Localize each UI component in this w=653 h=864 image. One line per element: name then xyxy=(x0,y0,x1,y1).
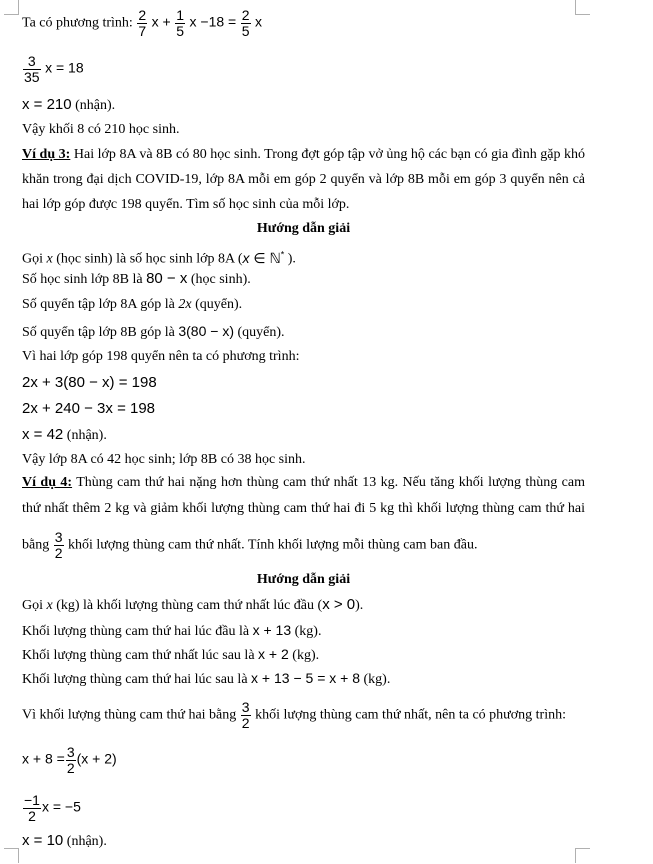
solution-heading: Hướng dẫn giải xyxy=(256,572,351,587)
text: Ta có phương trình: xyxy=(22,15,137,31)
equation-line xyxy=(22,8,262,39)
example-3-line: Ví dụ 3: Hai lớp 8A và 8B có 80 học sinh. Trong đợt góp tập vở ủng hộ các bạn có gia đình gặp khó xyxy=(22,147,585,162)
fraction: $\frac{2}{5}$ xyxy=(241,7,250,39)
math: x = 210 xyxy=(22,96,72,113)
example-4-line: Ví dụ 4: Thùng cam thứ hai nặng hơn thùng cam thứ nhất 13 kg. Nếu tăng khối lượng thùng cam xyxy=(22,475,585,490)
solution-line: Khối lượng thùng cam thứ nhất lúc sau là x + 2 (kg). xyxy=(22,646,320,663)
solution-line: Số quyển tập lớp 8B góp là 3(80 − x) (quyển). xyxy=(22,323,285,340)
math: x = 18 xyxy=(45,59,84,76)
solution-line: Vì khối lượng thùng cam thứ hai bằng $\frac{3}{2}$ khối lượng thùng cam thứ nhất, nên ta có phương trình: xyxy=(22,699,566,731)
solution-line: Vì hai lớp góp 198 quyển nên ta có phương trình: xyxy=(22,349,300,364)
equation-line: 2x + 240 − 3x = 198 xyxy=(22,400,156,417)
example-3-line: khăn trong đại dịch COVID-19, lớp 8A mỗi em góp 2 quyển và lớp 8B mỗi em góp 3 quyển nên cả xyxy=(22,172,585,187)
equation-line xyxy=(22,54,84,85)
fraction: $\frac{3}{2}$ xyxy=(66,744,75,776)
solution-line: Khối lượng thùng cam thứ hai lúc đầu là x + 13 (kg). xyxy=(22,622,322,639)
equation-line: x = 42 (nhận). xyxy=(22,426,107,443)
fraction: $\frac{3}{2}$ xyxy=(241,699,250,731)
solution-heading: Hướng dẫn giải xyxy=(256,221,351,236)
equation-line xyxy=(22,96,115,115)
fraction: $\frac{2}{7}$ xyxy=(138,7,147,39)
example-3-line: hai lớp góp được 198 quyển. Tìm số học sinh của mỗi lớp. xyxy=(22,197,350,212)
fraction: $\frac{1}{5}$ xyxy=(176,7,184,39)
page-corner-mark xyxy=(4,848,19,863)
solution-line: Số quyển tập lớp 8A góp là 2x (quyển). xyxy=(22,297,243,312)
conclusion-text: Vậy khối 8 có 210 học sinh. xyxy=(22,122,180,137)
equation-line: 2x + 3(80 − x) = 198 xyxy=(22,374,157,391)
page-corner-mark xyxy=(575,848,590,863)
math: x xyxy=(255,13,262,30)
solution-line: Khối lượng thùng cam thứ hai lúc sau là x + 13 − 5 = x + 8 (kg). xyxy=(22,670,391,687)
solution-line: Số học sinh lớp 8B là 80 − x (học sinh). xyxy=(22,270,251,287)
page-corner-mark xyxy=(4,0,19,15)
equation-line: x = 10 (nhận). xyxy=(22,832,107,849)
conclusion-text: Vậy lớp 8A có 42 học sinh; lớp 8B có 38 học sinh. xyxy=(22,452,306,467)
solution-line: Gọi x (học sinh) là số học sinh lớp 8A (x ∈ ℕ* ). xyxy=(22,249,296,267)
equation-line: $\frac{-1}{2}$ x = −5 xyxy=(24,792,81,824)
solution-line: Gọi x (kg) là khối lượng thùng cam thứ nhất lúc đầu (x > 0). xyxy=(22,596,364,613)
equation-line: x + 8 = $\frac{3}{2}$ (x + 2) xyxy=(22,744,117,776)
example-4-line: bằng $\frac{3}{2}$ khối lượng thùng cam thứ nhất. Tính khối lượng mỗi thùng cam ban đầu. xyxy=(22,529,478,561)
example-4-line: thứ nhất thêm 2 kg và giảm khối lượng thùng cam thứ hai đi 5 kg thì khối lượng thùng cam thứ hai xyxy=(22,501,585,516)
fraction: $\frac{3}{2}$ xyxy=(54,529,63,561)
page-corner-mark xyxy=(575,0,590,15)
math: x −18 = xyxy=(189,13,237,30)
fraction: $\frac{-1}{2}$ xyxy=(24,792,40,824)
text: (nhận). xyxy=(71,98,116,113)
fraction: $\frac{3}{35}$ xyxy=(24,53,40,85)
math: x + xyxy=(151,13,171,30)
